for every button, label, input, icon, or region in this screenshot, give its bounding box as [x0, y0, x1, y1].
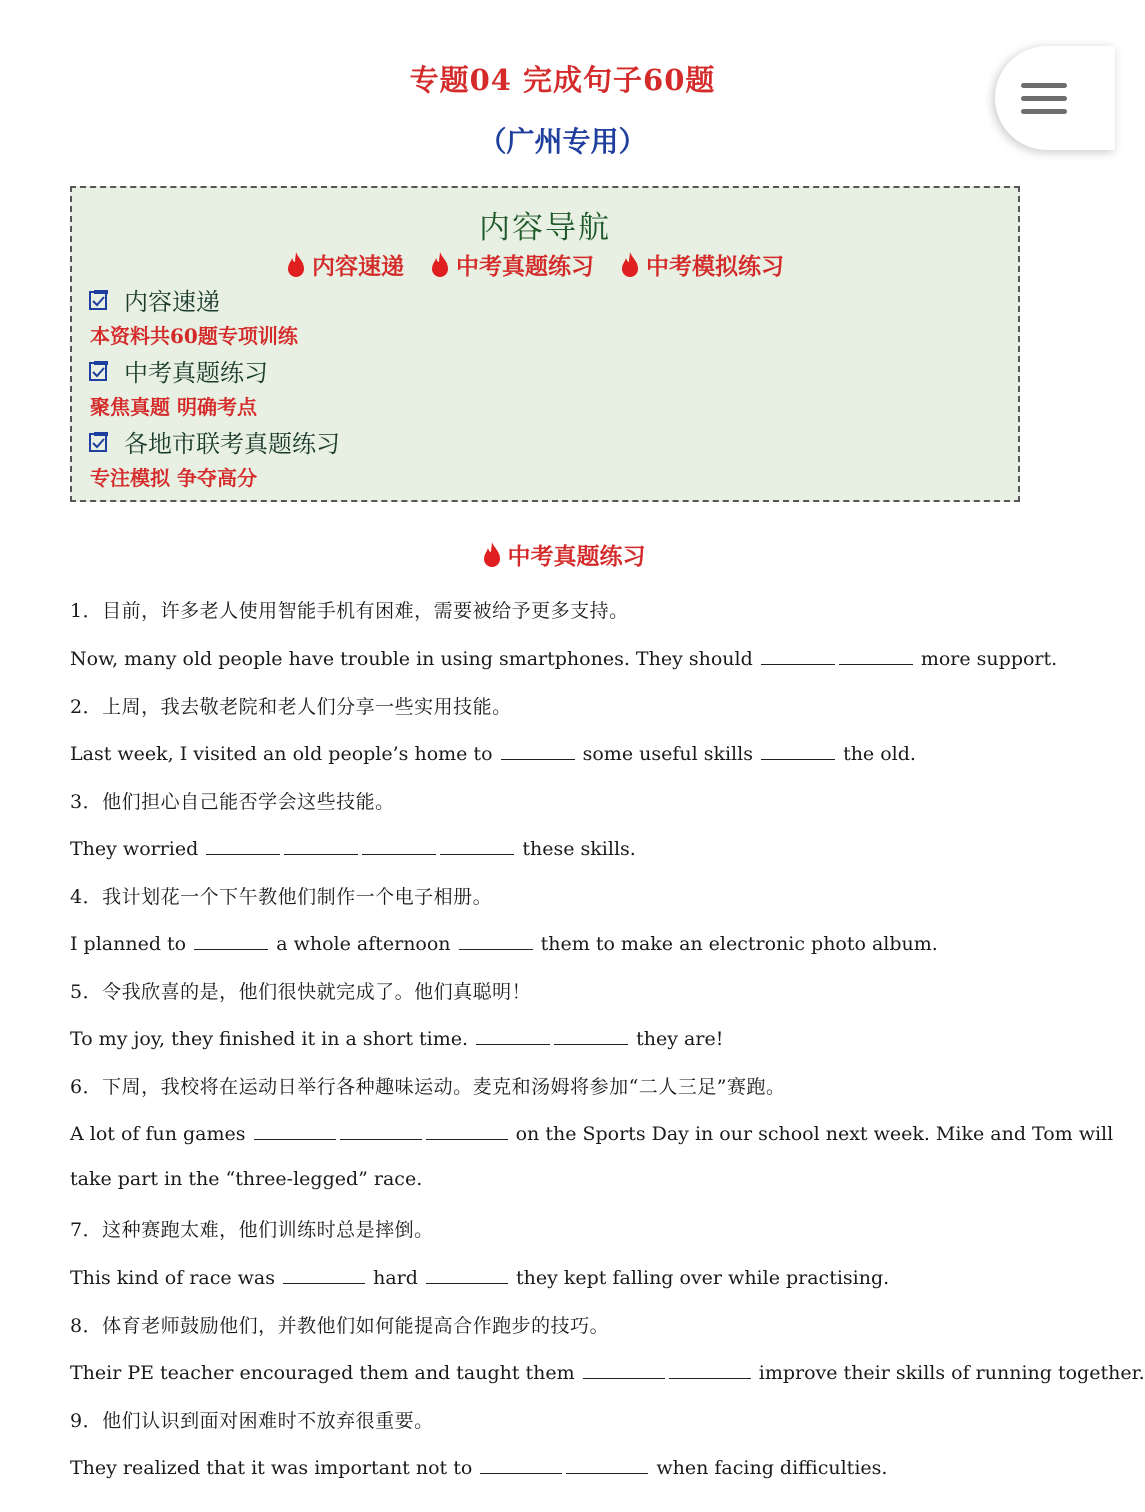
question-english: Now, many old people have trouble in using smartphones. They should more support. [70, 645, 1057, 670]
question-english: This kind of race was hard they kept falling over while practising. [70, 1264, 889, 1289]
answer-blank[interactable] [476, 1025, 550, 1045]
nav-item-desc: 聚焦真题 明确考点 [90, 395, 257, 419]
flame-icon [480, 541, 504, 569]
flame-icon [428, 251, 452, 279]
checklist-icon [88, 360, 110, 382]
question-chinese: 5．令我欣喜的是，他们很快就完成了。他们真聪明！ [70, 981, 532, 1003]
flame-icon [284, 251, 308, 279]
question-english: A lot of fun games on the Sports Day in our school next week. Mike and Tom will [70, 1120, 1113, 1145]
nav-links [284, 248, 784, 281]
nav-link-mock-exam[interactable]: 中考模拟练习 [618, 248, 784, 281]
answer-blank[interactable] [440, 835, 514, 855]
checklist-icon [88, 289, 110, 311]
page-title: 专题04 完成句子60题 [409, 63, 716, 97]
question-english: Their PE teacher encouraged them and taught them improve their skills of running together. [70, 1359, 1145, 1384]
question-chinese: 7．这种赛跑太难，他们训练时总是摔倒。 [70, 1219, 434, 1241]
question-chinese: 6．下周，我校将在运动日举行各种趣味运动。麦克和汤姆将参加“二人三足”赛跑。 [70, 1076, 786, 1098]
answer-blank[interactable] [480, 1454, 562, 1474]
question-chinese: 8．体育老师鼓励他们，并教他们如何能提高合作跑步的技巧。 [70, 1315, 610, 1337]
nav-title: 内容导航 [479, 210, 611, 246]
flame-icon [618, 251, 642, 279]
content-navigation [70, 186, 1020, 502]
nav-item-real-exam[interactable]: 中考真题练习 [88, 353, 268, 388]
nav-link-real-exam[interactable]: 中考真题练习 [428, 248, 594, 281]
answer-blank[interactable] [426, 1120, 508, 1140]
question-english: They realized that it was important not to when facing difficulties. [70, 1454, 887, 1479]
answer-blank[interactable] [283, 1264, 365, 1284]
answer-blank[interactable] [583, 1359, 665, 1379]
question-chinese: 9．他们认识到面对困难时不放弃很重要。 [70, 1410, 434, 1432]
question-english: I planned to a whole afternoon them to make an electronic photo album. [70, 930, 938, 955]
answer-blank[interactable] [340, 1120, 422, 1140]
answer-blank[interactable] [554, 1025, 628, 1045]
answer-blank[interactable] [284, 835, 358, 855]
answer-blank[interactable] [206, 835, 280, 855]
answer-blank[interactable] [839, 645, 913, 665]
nav-item-content[interactable]: 内容速递 [88, 282, 220, 317]
question-english: Last week, I visited an old people’s home to some useful skills the old. [70, 740, 916, 765]
nav-item-desc: 专注模拟 争夺高分 [90, 466, 257, 490]
answer-blank[interactable] [459, 930, 533, 950]
menu-button[interactable] [995, 46, 1115, 150]
question-english: To my joy, they finished it in a short time. they are! [70, 1025, 723, 1050]
answer-blank[interactable] [194, 930, 268, 950]
question-chinese: 4．我计划花一个下午教他们制作一个电子相册。 [70, 886, 493, 908]
answer-blank[interactable] [566, 1454, 648, 1474]
section-title: 中考真题练习 [0, 538, 1125, 571]
question-chinese: 2．上周，我去敬老院和老人们分享一些实用技能。 [70, 696, 512, 718]
answer-blank[interactable] [761, 645, 835, 665]
question-english: They worried these skills. [70, 835, 636, 860]
checklist-icon [88, 431, 110, 453]
answer-blank[interactable] [426, 1264, 508, 1284]
answer-blank[interactable] [362, 835, 436, 855]
page-subtitle: （广州专用） [478, 125, 647, 158]
question-chinese: 1．目前，许多老人使用智能手机有困难，需要被给予更多支持。 [70, 600, 629, 622]
answer-blank[interactable] [669, 1359, 751, 1379]
question-english-continued: take part in the “three-legged” race. [70, 1168, 423, 1190]
answer-blank[interactable] [761, 740, 835, 760]
nav-item-desc: 本资料共60题专项训练 [90, 324, 298, 348]
nav-link-content[interactable]: 内容速递 [284, 248, 404, 281]
answer-blank[interactable] [254, 1120, 336, 1140]
question-chinese: 3．他们担心自己能否学会这些技能。 [70, 791, 395, 813]
answer-blank[interactable] [501, 740, 575, 760]
nav-item-joint-exam[interactable]: 各地市联考真题练习 [88, 424, 340, 459]
